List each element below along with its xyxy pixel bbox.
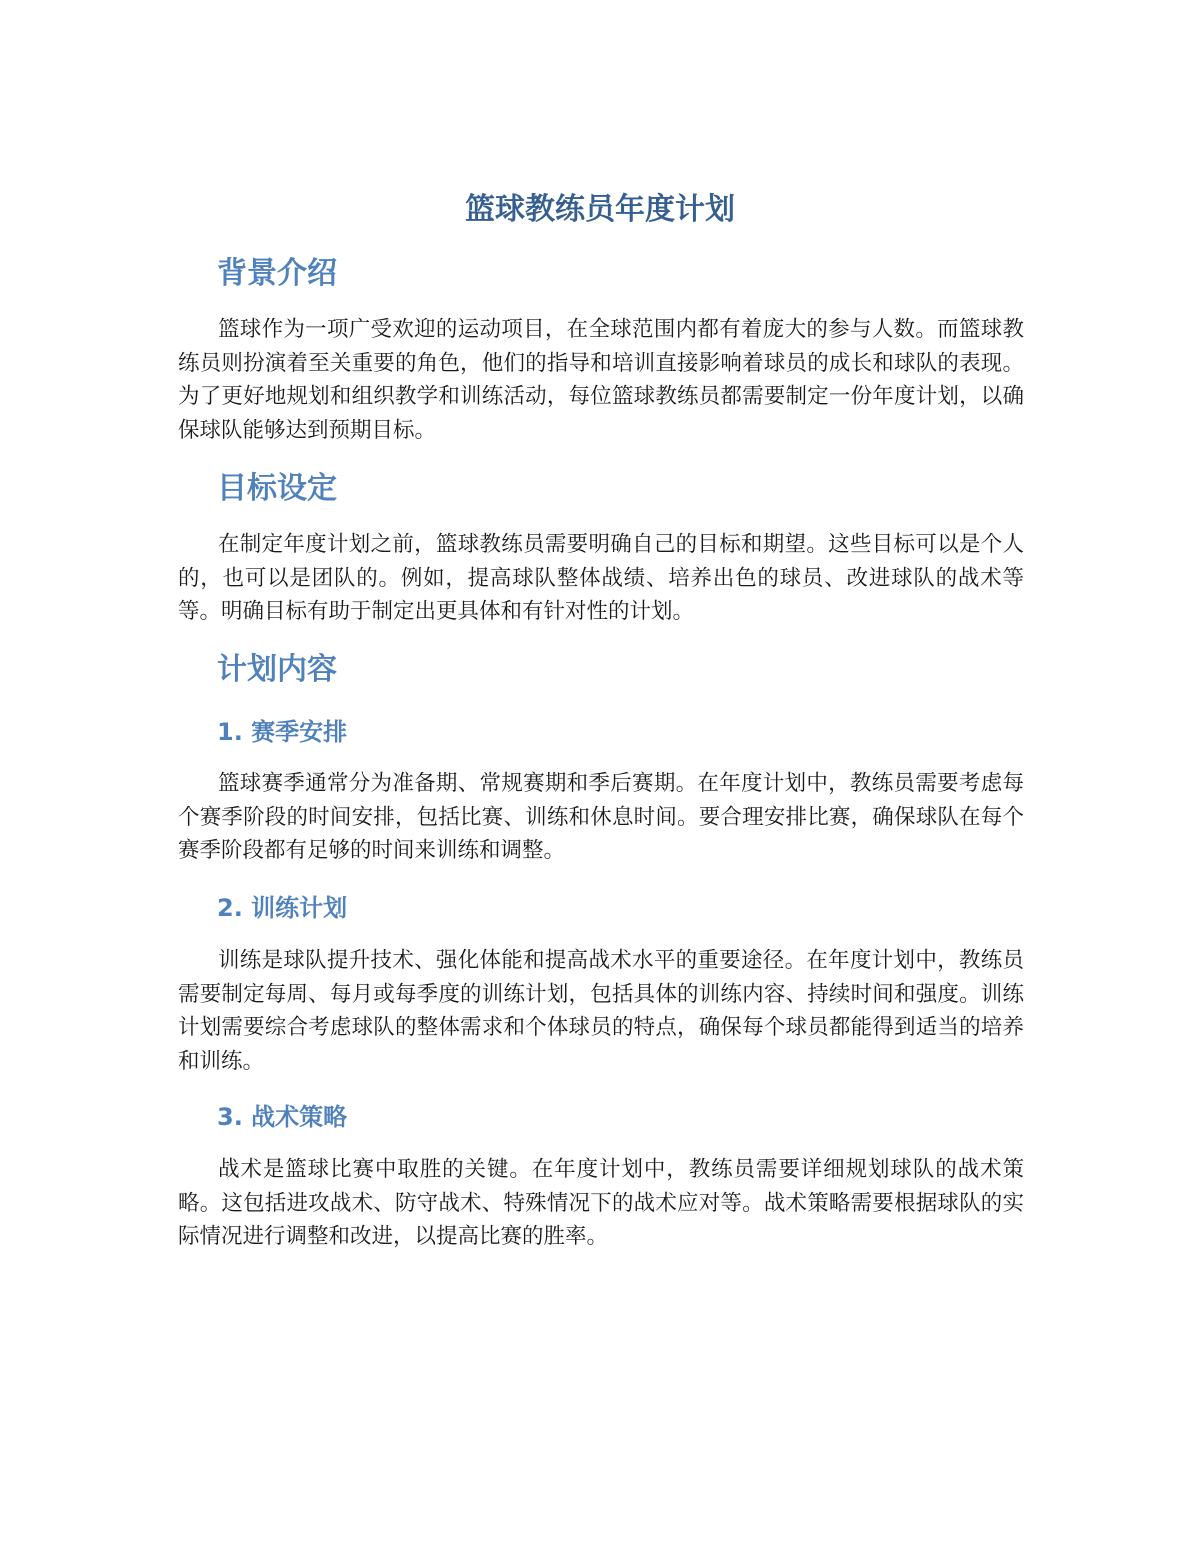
document-title: 篮球教练员年度计划 <box>465 192 735 227</box>
paragraph-goals: 在制定年度计划之前，篮球教练员需要明确自己的目标和期望。这些目标可以是个人的，也可以是团队的。例如，提高球队整体战绩、培养出色的球员、改进球队的战术等等。明确目标有助于制定出更具体和有针对性的计划。 <box>178 532 1024 625</box>
subsection-heading-season: 1. 赛季安排 <box>217 718 348 746</box>
subsection-heading-tactics: 3. 战术策略 <box>217 1103 348 1131</box>
paragraph-background: 篮球作为一项广受欢迎的运动项目，在全球范围内都有着庞大的参与人数。而篮球教练员则扮演着至关重要的角色，他们的指导和培训直接影响着球员的成长和球队的表现。为了更好地规划和组织教学和训练活动，每位篮球教练员都需要制定一份年度计划，以确保球队能够达到预期目标。 <box>178 317 1024 443</box>
section-heading-plan-content: 计划内容 <box>217 652 337 687</box>
paragraph-training: 训练是球队提升技术、强化体能和提高战术水平的重要途径。在年度计划中，教练员需要制定每周、每月或每季度的训练计划，包括具体的训练内容、持续时间和强度。训练计划需要综合考虑球队的整体需求和个体球员的特点，确保每个球员都能得到适当的培养和训练。 <box>178 948 1024 1074</box>
paragraph-tactics: 战术是篮球比赛中取胜的关键。在年度计划中，教练员需要详细规划球队的战术策略。这包括进攻战术、防守战术、特殊情况下的战术应对等。战术策略需要根据球队的实际情况进行调整和改进，以提高比赛的胜率。 <box>178 1157 1024 1250</box>
section-heading-background: 背景介绍 <box>217 256 337 291</box>
section-heading-goals: 目标设定 <box>217 471 337 506</box>
paragraph-season: 篮球赛季通常分为准备期、常规赛期和季后赛期。在年度计划中，教练员需要考虑每个赛季阶段的时间安排，包括比赛、训练和休息时间。要合理安排比赛，确保球队在每个赛季阶段都有足够的时间来训练和调整。 <box>178 771 1024 864</box>
subsection-heading-training: 2. 训练计划 <box>217 894 348 922</box>
